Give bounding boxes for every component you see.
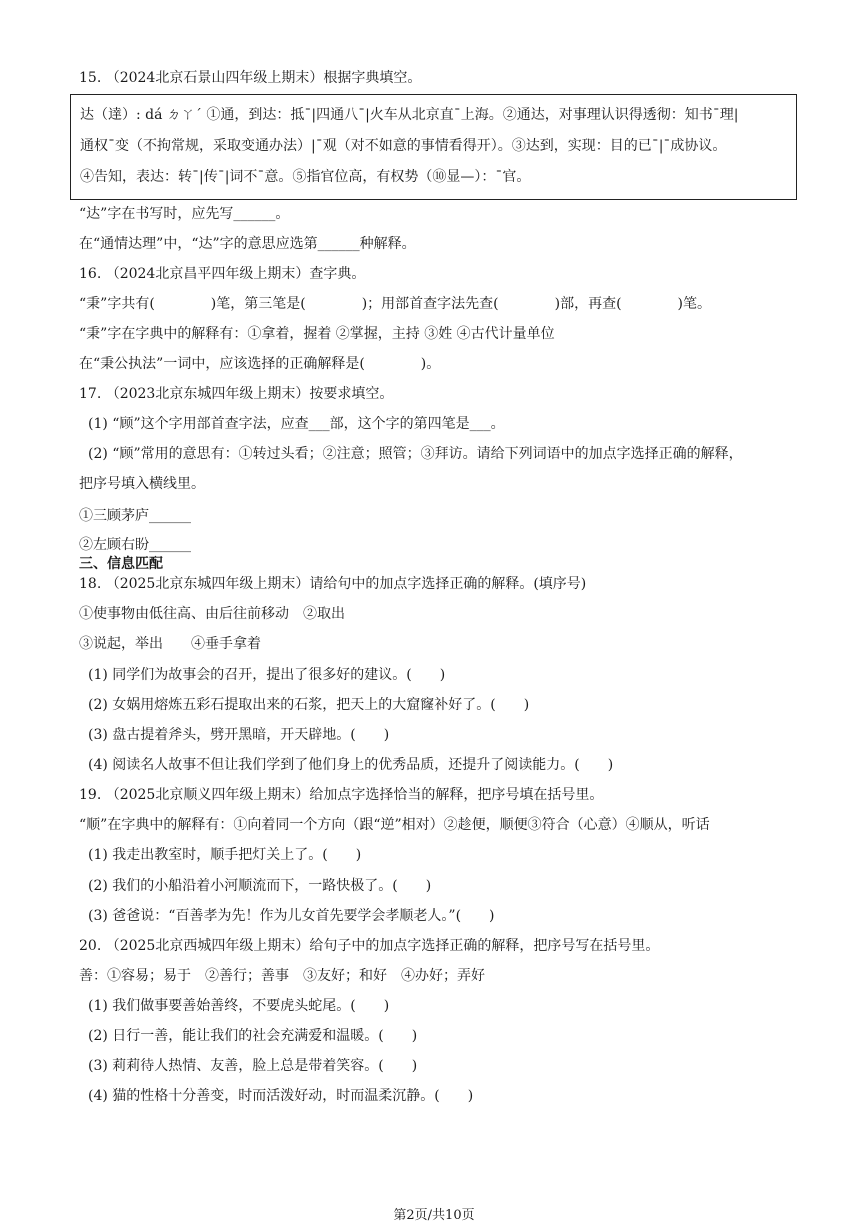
question-20-item: (1) 我们做事要善始善终，不要虎头蛇尾。( ): [88, 998, 390, 1014]
question-18-item: (1) 同学们为故事会的召开，提出了很多好的建议。( ): [88, 667, 446, 683]
question-20-title: 20. （2025北京西城四年级上期末）给句子中的加点字选择正确的解释，把序号写在括号里。: [79, 938, 660, 954]
question-15-title: 15. （2024北京石景山四年级上期末）根据字典填空。: [79, 70, 422, 86]
question-15-blank: 在“通情达理”中，“达”字的意思应选第______种解释。: [79, 236, 416, 252]
question-18-options: ③说起，举出 ④垂手拿着: [79, 636, 261, 652]
question-19-item: (3) 爸爸说：“百善孝为先！作为儿女首先要学会孝顺老人。”( ): [88, 908, 495, 924]
dictionary-line: ④告知，表达：转ˉ|传ˉ|词不ˉ意。⑤指官位高，有权势（⑩显—）：ˉ官。: [80, 169, 531, 185]
question-17-title: 17. （2023北京东城四年级上期末）按要求填空。: [79, 386, 394, 402]
question-18-item: (2) 女娲用熔炼五彩石提取出来的石浆，把天上的大窟窿补好了。( ): [88, 697, 530, 713]
question-16-line: “秉”字在字典中的解释有：①拿着，握着 ②掌握，主持 ③姓 ④古代计量单位: [79, 326, 555, 342]
question-17-line: (2) “顾”常用的意思有：①转过头看；②注意；照管；③拜访。请给下列词语中的加点字选择正确的解释，: [88, 446, 743, 462]
question-20-definition: 善：①容易；易于 ②善行；善事 ③友好；和好 ④办好；弄好: [79, 968, 485, 984]
question-20-item: (3) 莉莉待人热情、友善，脸上总是带着笑容。( ): [88, 1058, 418, 1074]
question-17-line: (1) “顾”这个字用部首查字法，应查___部，这个字的第四笔是___。: [88, 416, 505, 432]
question-17-line: ②左顾右盼______: [79, 537, 191, 553]
question-19-title: 19. （2025北京顺义四年级上期末）给加点字选择恰当的解释，把序号填在括号里。: [79, 787, 604, 803]
dictionary-entry-box: [70, 94, 797, 200]
question-18-title: 18. （2025北京东城四年级上期末）请给句中的加点字选择正确的解释。(填序号): [79, 576, 587, 592]
dictionary-line: 通权ˉ变（不拘常规，采取变通办法）|ˉ观（对不如意的事情看得开）。③达到，实现：目的已ˉ|ˉ成协议。: [80, 138, 727, 154]
question-18-item: (3) 盘古提着斧头，劈开黑暗，开天辟地。( ): [88, 727, 390, 743]
question-18-options: ①使事物由低往高、由后往前移动 ②取出: [79, 606, 345, 622]
question-19-item: (1) 我走出教室时，顺手把灯关上了。( ): [88, 847, 362, 863]
page-number: 第2页/共10页: [393, 1208, 475, 1223]
question-20-item: (4) 猫的性格十分善变，时而活泼好动，时而温柔沉静。( ): [88, 1088, 474, 1104]
question-15-blank: “达”字在书写时，应先写______。: [79, 206, 290, 222]
question-17-line: 把序号填入横线里。: [79, 476, 205, 492]
question-16-line: 在“秉公执法”一词中，应该选择的正确解释是( )。: [79, 356, 441, 372]
section-heading: 三、信息匹配: [79, 556, 163, 572]
question-19-definition: “顺”在字典中的解释有：①向着同一个方向（跟“逆”相对）②趁便，顺便③符合（心意）④顺从，听话: [79, 817, 710, 833]
question-16-line: “秉”字共有( )笔，第三笔是( )；用部首查字法先查( )部，再查( )笔。: [79, 296, 712, 312]
question-16-title: 16. （2024北京昌平四年级上期末）查字典。: [79, 266, 366, 282]
question-19-item: (2) 我们的小船沿着小河顺流而下，一路快极了。( ): [88, 878, 432, 894]
question-17-line: ①三顾茅庐______: [79, 508, 191, 524]
dictionary-line: 达（達）: dá ㄉㄚˊ ①通，到达：抵ˉ|四通八ˉ|火车从北京直ˉ上海。②通达，对事理认识得透彻：知书ˉ理|: [80, 107, 739, 123]
question-18-item: (4) 阅读名人故事不但让我们学到了他们身上的优秀品质，还提升了阅读能力。( ): [88, 757, 614, 773]
question-20-item: (2) 日行一善，能让我们的社会充满爱和温暖。( ): [88, 1028, 418, 1044]
